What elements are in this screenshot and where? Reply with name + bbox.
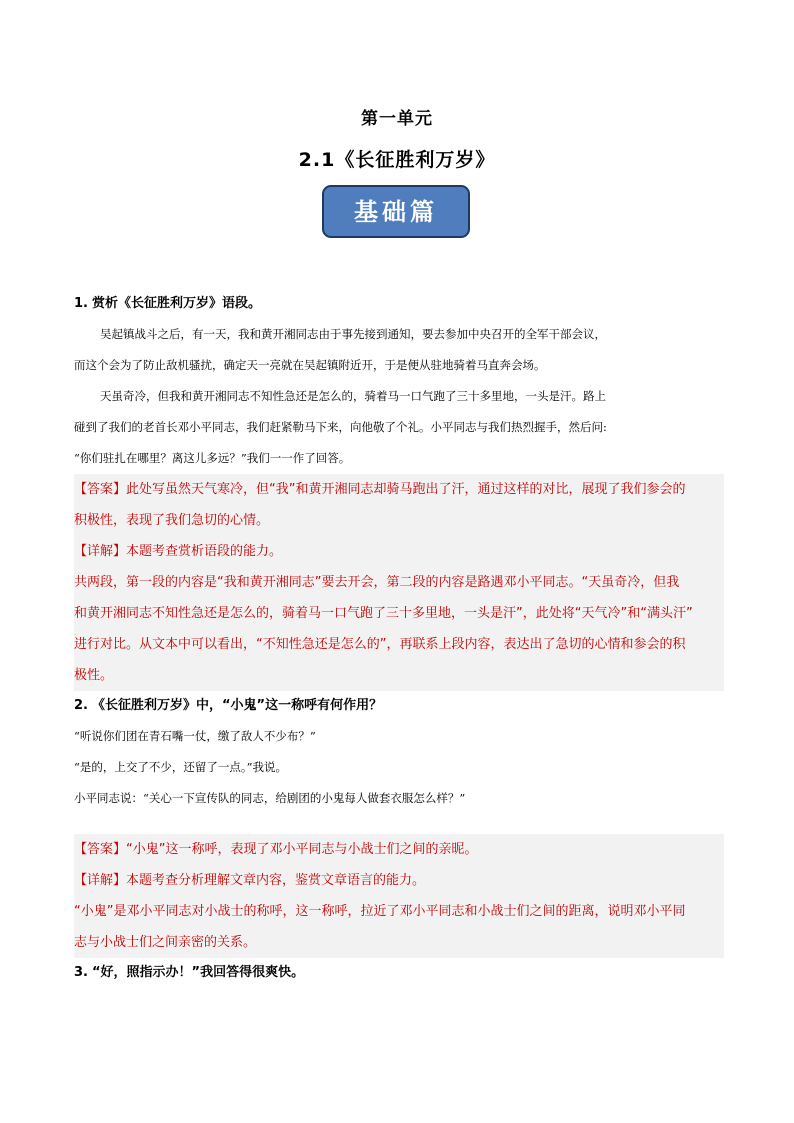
detail-line: 极性。	[74, 668, 114, 683]
spacer	[74, 814, 724, 834]
answer-block-1	[74, 474, 724, 691]
answer-tag: 【答案】	[74, 842, 127, 857]
answer-text: “小鬼”这一称呼，表现了邓小平同志与小战士们之间的亲昵。	[126, 842, 478, 857]
detail-line: 和黄开湘同志不知性急还是怎么的，骑着马一口气跑了三十多里地，一头是汗”，此处将“天气冷”和“满头汗”	[74, 606, 693, 621]
question-1-title	[74, 289, 724, 319]
answer-text: 此处写虽然天气寒冷，但“我”和黄开湘同志却骑马跑出了汗，通过这样的对比，展现了我们参会的	[126, 482, 686, 497]
answer-tag: 【答案】	[74, 482, 127, 497]
detail-line	[74, 865, 724, 896]
unit-title: 第一单元	[361, 109, 433, 129]
question-3-title	[74, 958, 724, 988]
passage-line: 而这个会为了防止敌机骚扰，确定天一亮就在吴起镇附近开，于是便从驻地骑着马直奔会场。	[74, 358, 546, 372]
answer-line: 积极性，表现了我们急切的心情。	[74, 513, 270, 528]
detail-text: 本题考查赏析语段的能力。	[126, 544, 283, 559]
passage-line: “听说你们团在青石嘴一仗，缴了敌人不少布？”	[74, 729, 316, 743]
passage-line: 天虽奇冷，但我和黄开湘同志不知性急还是怎么的，骑着马一口气跑了三十多里地，一头是汗。路上	[100, 389, 606, 403]
question-number: 3.	[74, 965, 88, 980]
question-number: 1.	[74, 296, 88, 311]
question-text: “好，照指示办！”我回答得很爽快。	[91, 965, 305, 980]
detail-line: 共两段，第一段的内容是“我和黄开湘同志”要去开会，第二段的内容是路遇邓小平同志。“天虽奇冷，但我	[74, 575, 680, 590]
passage-line: 小平同志说：“关心一下宣传队的同志，给剧团的小鬼每人做套衣服怎么样？”	[74, 791, 466, 805]
passage-line: 碰到了我们的老首长邓小平同志，我们赶紧勒马下来，向他敬了个礼。小平同志与我们热烈握手，然后问:	[74, 420, 607, 434]
lesson-title: 2.1《长征胜利万岁》	[298, 149, 496, 171]
detail-line: 进行对比。从文本中可以看出，“不知性急还是怎么的”，再联系上段内容，表达出了急切的心情和参会的积	[74, 637, 686, 652]
detail-line	[74, 536, 724, 567]
answer-line	[74, 474, 724, 505]
detail-tag: 【详解】	[74, 544, 127, 559]
passage-line: 吴起镇战斗之后，有一天，我和黄开湘同志由于事先接到通知，要去参加中央召开的全军干部会议，	[100, 327, 606, 341]
question-text: 《长征胜利万岁》中，“小鬼”这一称呼有何作用？	[91, 698, 383, 713]
question-2-title	[74, 691, 724, 721]
detail-line: “小鬼”是邓小平同志对小战士的称呼，这一称呼，拉近了邓小平同志和小战士们之间的距离，说明邓小平同	[74, 904, 686, 919]
level-badge: 基础篇	[322, 185, 470, 238]
question-number: 2.	[74, 698, 88, 713]
answer-block-2	[74, 834, 724, 958]
answer-line	[74, 834, 724, 865]
detail-line: 志与小战士们之间亲密的关系。	[74, 935, 257, 950]
question-list	[74, 289, 724, 988]
detail-text: 本题考查分析理解文章内容，鉴赏文章语言的能力。	[126, 873, 426, 888]
question-text: 赏析《长征胜利万岁》语段。	[91, 296, 261, 311]
detail-tag: 【详解】	[74, 873, 127, 888]
passage-line: “是的，上交了不少，还留了一点。”我说。	[74, 760, 288, 774]
passage-line: “你们驻扎在哪里？离这儿多远？”我们一一作了回答。	[74, 451, 351, 465]
